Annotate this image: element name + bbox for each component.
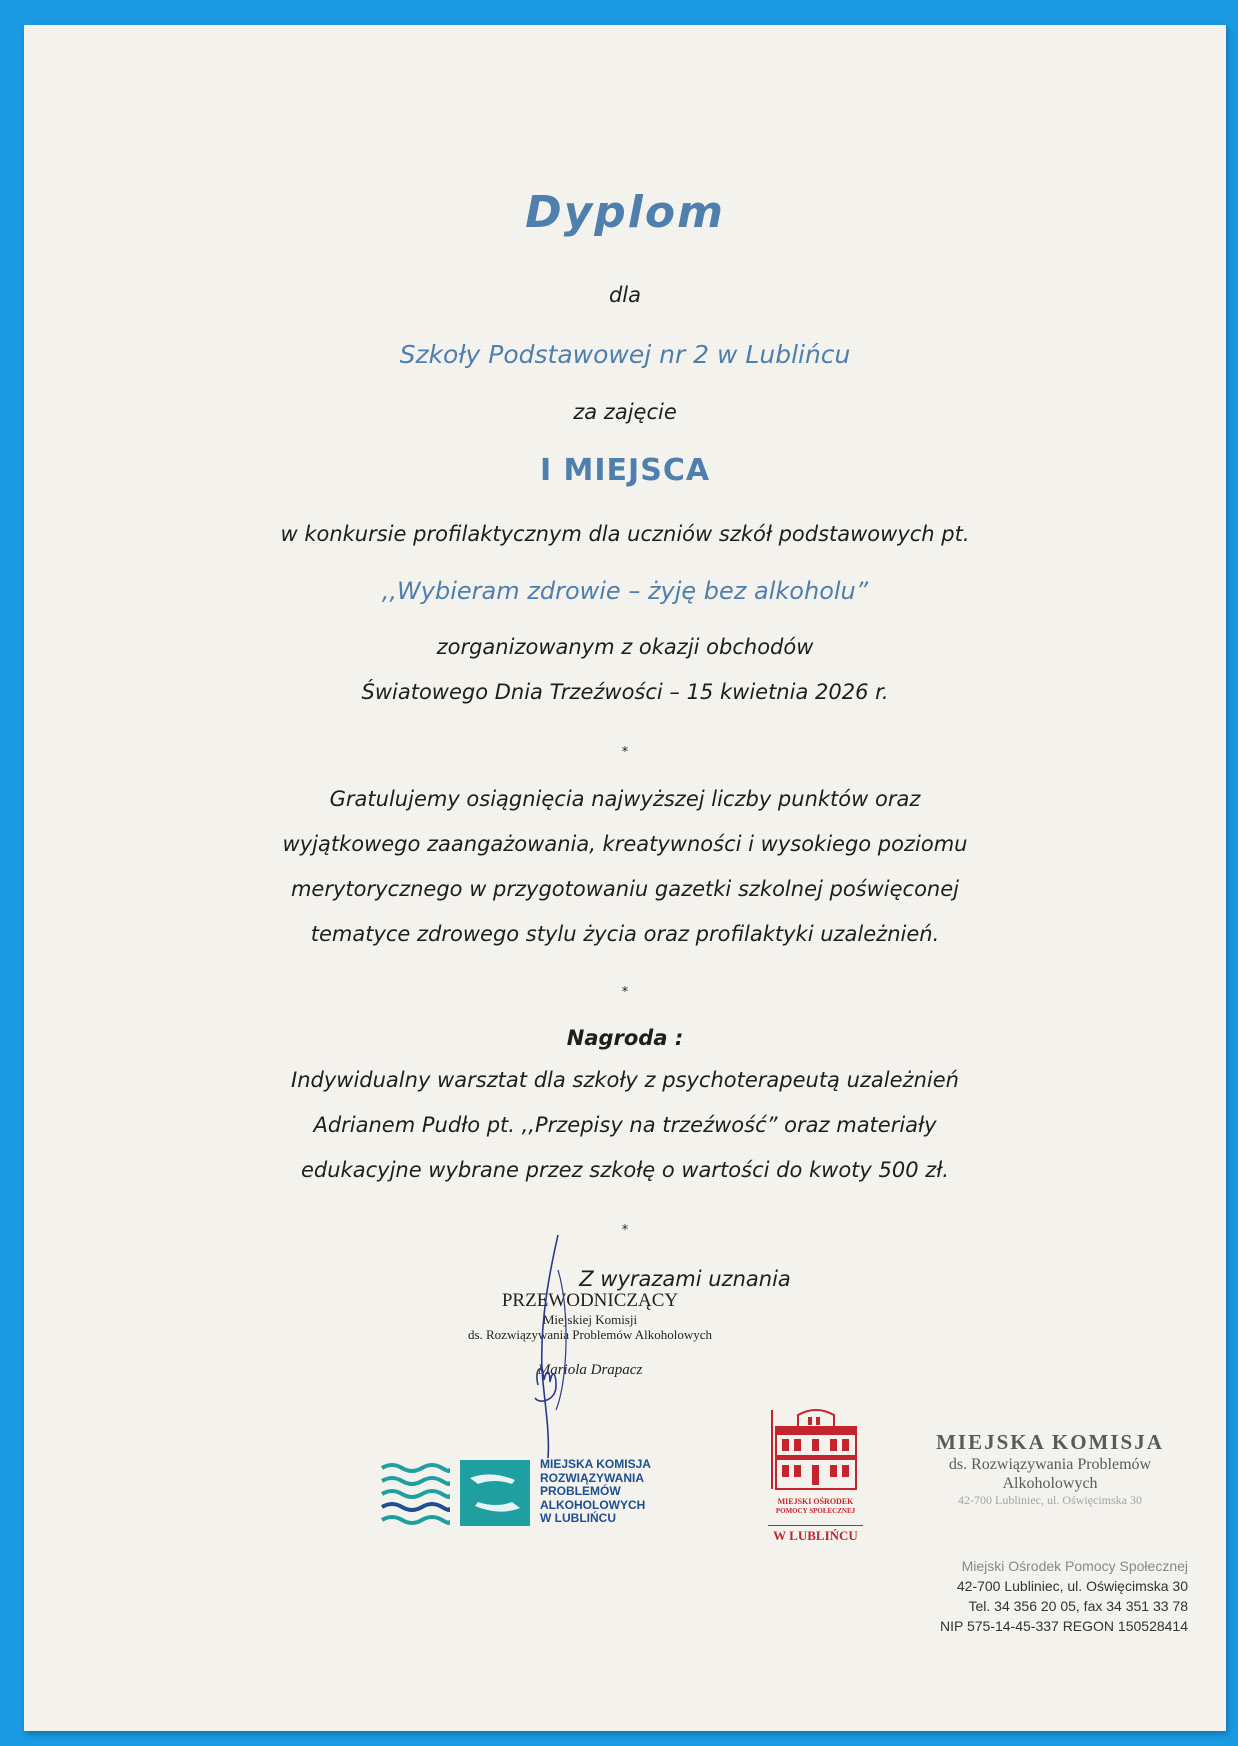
recipient-name: Szkoły Podstawowej nr 2 w Lublińcu xyxy=(399,340,851,369)
separator-star-icon: * xyxy=(621,1223,629,1238)
stamp-line: Tel. 34 356 20 05, fax 34 351 33 78 xyxy=(968,1598,1188,1614)
congratulations-line: Gratulujemy osiągnięcia najwyższej liczby punktów oraz xyxy=(329,787,921,811)
congratulations-line: wyjątkowego zaangażowania, kreatywności i wysokiego poziomu xyxy=(282,832,968,856)
stamp-line: Alkoholowych xyxy=(1002,1475,1098,1492)
prize-label: Nagroda : xyxy=(566,1026,684,1050)
separator-star-icon: * xyxy=(621,985,629,1000)
stamp-line: Miejski Ośrodek Pomocy Społecznej xyxy=(961,1558,1188,1574)
stamp-line: MIEJSKA KOMISJA xyxy=(936,1430,1164,1454)
for-taking-label: za zajęcie xyxy=(573,400,677,424)
stamp-line: 42-700 Lubliniec, ul. Oświęcimska 30 xyxy=(956,1578,1188,1594)
signatory-subtitle: ds. Rozwiązywania Problemów Alkoholowych xyxy=(467,1327,713,1342)
social-center-logo xyxy=(768,1405,863,1545)
signatory-subtitle: Miejskiej Komisji xyxy=(542,1312,638,1327)
stamp-line: NIP 575-14-45-337 REGON 150528414 xyxy=(939,1618,1188,1634)
prize-line: edukacyjne wybrane przez szkołę o wartości do kwoty 500 zł. xyxy=(301,1158,949,1182)
waves-icon xyxy=(380,1462,450,1528)
signatory-name: Mariola Drapacz xyxy=(537,1362,643,1378)
closing-text: Z wyrazami uznania xyxy=(579,1267,791,1291)
prize-line: Adrianem Pudło pt. ,,Przepisy na trzeźwość” oraz materiały xyxy=(313,1113,937,1137)
logo-text-line: W LUBLIŃCU xyxy=(540,1511,616,1525)
social-center-stamp xyxy=(898,1556,1188,1636)
separator-star-icon: * xyxy=(621,745,629,760)
place-awarded: I MIEJSCA xyxy=(539,453,711,488)
stamp-line: ds. Rozwiązywania Problemów xyxy=(948,1456,1152,1473)
social-center-logo-line: POMOCY SPOŁECZNEJ xyxy=(775,1507,856,1515)
commission-stamp xyxy=(905,1430,1195,1508)
occasion-line: Światowego Dnia Trzeźwości – 15 kwietnia 2026 r. xyxy=(361,680,889,704)
logo-text-line: MIEJSKA KOMISJA xyxy=(540,1457,651,1471)
logo-text-line: ROZWIĄZYWANIA xyxy=(540,1470,644,1485)
contest-title: ,,Wybieram zdrowie – żyję bez alkoholu” xyxy=(381,577,869,605)
organized-line: zorganizowanym z okazji obchodów xyxy=(436,635,814,659)
social-center-logo-line: W LUBLIŃCU xyxy=(768,1525,863,1544)
prize-line: Indywidualny warsztat dla szkoły z psychoterapeutą uzależnień xyxy=(291,1068,959,1092)
handwritten-signature-icon xyxy=(520,1230,580,1460)
social-center-logo-line: MIEJSKI OŚRODEK xyxy=(777,1497,854,1506)
congratulations-line: tematyce zdrowego stylu życia oraz profilaktyki uzależnień. xyxy=(310,922,940,946)
logo-text-line: PROBLEMÓW xyxy=(540,1484,621,1498)
congratulations-line: merytorycznego w przygotowaniu gazetki szkolnej poświęconej xyxy=(290,877,960,901)
stamp-line: 42-700 Lubliniec, ul. Oświęcimska 30 xyxy=(958,1493,1142,1507)
diploma-title: Dyplom xyxy=(525,187,725,238)
contest-line: w konkursie profilaktycznym dla uczniów szkół podstawowych pt. xyxy=(280,522,970,546)
commission-logo xyxy=(380,1458,680,1530)
for-label: dla xyxy=(608,283,642,307)
signatory-block xyxy=(360,1290,820,1379)
commission-logo-text xyxy=(540,1458,651,1526)
hands-emblem-icon xyxy=(460,1460,530,1526)
signatory-title: PRZEWODNICZĄCY xyxy=(501,1290,679,1311)
building-icon xyxy=(768,1405,863,1495)
logo-text-line: ALKOHOLOWYCH xyxy=(540,1497,646,1512)
